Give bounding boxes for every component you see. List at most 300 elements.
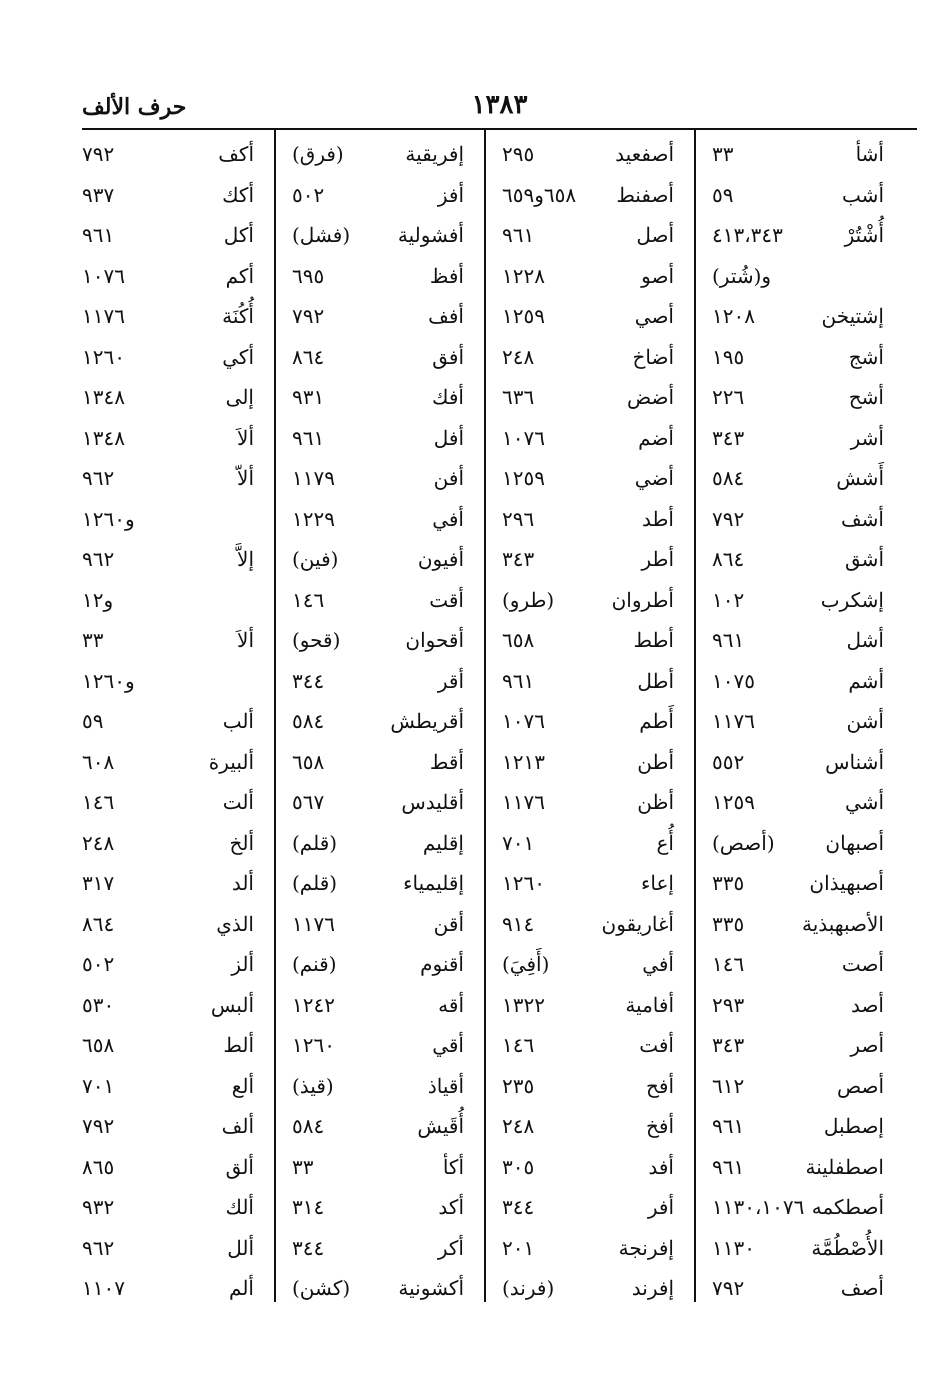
entry-word: أفر	[647, 1195, 674, 1219]
entry-page-ref: ٥٩	[712, 182, 734, 207]
index-entry	[292, 503, 464, 544]
index-entry	[292, 300, 464, 341]
index-entry	[502, 867, 674, 908]
entry-page-ref: ٩٦١	[292, 425, 325, 450]
entry-page-ref: ١١٧٦	[502, 790, 545, 814]
entry-page-ref: (فين)	[292, 547, 339, 571]
entry-page-ref: ٢٠١	[502, 1235, 535, 1260]
index-entry	[292, 138, 464, 179]
index-entry	[502, 260, 674, 301]
index-entry	[292, 1191, 464, 1232]
index-entry	[502, 1232, 674, 1273]
index-entry	[82, 948, 254, 989]
entry-page-ref: (أصص)	[712, 830, 775, 855]
index-entry	[292, 1070, 464, 1111]
entry-page-ref: ٦٥٨	[292, 749, 325, 774]
entry-page-ref: ٧٩٢	[82, 1114, 115, 1138]
entry-page-ref: ٧٩٢	[292, 304, 325, 328]
entry-page-ref: ٢٤٨	[502, 1114, 535, 1138]
entry-page-ref: ٥٦٧	[292, 790, 325, 814]
entry-word: أشن	[846, 709, 884, 733]
entry-page-ref: ٣٠٥	[502, 1154, 535, 1179]
entry-page-ref: ١١٠٧	[82, 1276, 125, 1300]
entry-word: إعاء	[641, 871, 674, 895]
entry-word: ألاّ	[237, 466, 254, 490]
index-entry	[292, 1110, 464, 1151]
entry-page-ref: ٩٣١	[292, 385, 325, 409]
entry-word: أفظ	[429, 263, 464, 288]
entry-page-ref: ١٣٢٢	[502, 992, 545, 1017]
entry-word: أصبهان	[825, 830, 884, 855]
index-entry	[712, 1029, 884, 1070]
index-entry	[292, 989, 464, 1030]
entry-word: ألط	[223, 1033, 254, 1057]
entry-page-ref: ٣١٧	[82, 871, 115, 895]
index-entry	[82, 381, 254, 422]
index-entry	[292, 1151, 464, 1192]
entry-word: ألاَ	[237, 425, 254, 450]
entry-word: أفامية	[625, 992, 674, 1017]
entry-word: أطل	[637, 668, 674, 693]
index-entry	[82, 179, 254, 220]
index-entry	[502, 179, 674, 220]
index-entry	[502, 1191, 674, 1232]
entry-word: أشب	[842, 182, 884, 207]
entry-word: أشم	[848, 668, 884, 693]
entry-word: أكم	[225, 263, 254, 288]
index-entry	[502, 1029, 674, 1070]
entry-word: أصص	[836, 1073, 884, 1098]
entry-page-ref: ٥٩	[82, 709, 104, 733]
entry-word: أكر	[437, 1235, 464, 1260]
entry-word: ألم	[229, 1276, 254, 1300]
entry-page-ref: ٣٤٣	[502, 547, 535, 571]
entry-page-ref: ١٢٠٨	[712, 304, 755, 328]
entry-page-ref: ١٠٢	[712, 587, 745, 612]
entry-page-ref: (فرق)	[292, 142, 344, 166]
entry-word: أكي	[222, 344, 254, 369]
entry-word: أفت	[639, 1033, 674, 1057]
entry-page-ref: ٨٦٤	[292, 344, 325, 369]
section-title: حرف الألف	[82, 94, 187, 120]
entry-page-ref: ١٠٧٦	[502, 425, 545, 450]
index-entry	[292, 381, 464, 422]
index-entry	[712, 1151, 884, 1192]
entry-word: ألاَ	[237, 628, 254, 652]
entry-word: أُع	[656, 830, 674, 855]
index-entry	[502, 827, 674, 868]
index-entry	[712, 746, 884, 787]
index-entry	[82, 260, 254, 301]
entry-page-ref: ٣١٤	[292, 1195, 325, 1219]
index-entry	[502, 908, 674, 949]
entry-word: الأصبهبذية	[801, 911, 884, 936]
entry-word: أفن	[433, 466, 464, 490]
entry-word: أفح	[645, 1073, 674, 1098]
index-entry	[82, 1191, 254, 1232]
entry-page-ref: ٣٤٤	[292, 668, 325, 693]
index-column-4	[82, 138, 254, 1313]
entry-word: أفي	[642, 952, 674, 976]
entry-page-ref: ٩٦١	[502, 668, 535, 693]
entry-word: أشأ	[855, 142, 884, 166]
entry-word: ألع	[231, 1073, 254, 1098]
index-entry	[502, 948, 674, 989]
entry-word: أفل	[433, 425, 464, 450]
entry-word: أقريطش	[390, 709, 464, 733]
entry-word: إصطبل	[823, 1114, 884, 1138]
index-entry	[502, 584, 674, 625]
index-entry	[292, 1029, 464, 1070]
entry-word: أقحوان	[405, 628, 464, 652]
entry-word: إشكرب	[820, 587, 884, 612]
entry-page-ref: ٩٦١	[82, 223, 115, 247]
entry-word: أصر	[850, 1033, 884, 1057]
index-entry	[292, 219, 464, 260]
index-entry	[712, 1272, 884, 1313]
index-entry	[712, 665, 884, 706]
index-entry	[82, 1110, 254, 1151]
index-entry	[292, 260, 464, 301]
entry-page-ref: ١١٧٦	[292, 911, 335, 936]
index-entry	[502, 624, 674, 665]
index-entry	[712, 624, 884, 665]
header-rule	[82, 128, 917, 130]
entry-word: أشل	[846, 628, 884, 652]
index-entry	[712, 908, 884, 949]
entry-word: أكأ	[442, 1154, 464, 1179]
index-entry	[502, 665, 674, 706]
entry-page-ref: ٦٥٨	[502, 628, 535, 652]
entry-word: أغاريقون	[601, 911, 674, 936]
entry-page-ref: ٩٦١	[712, 1114, 745, 1138]
entry-word: أصفنط	[616, 182, 674, 207]
index-entry	[502, 422, 674, 463]
entry-word: إلى	[225, 385, 254, 409]
entry-word: أقط	[429, 749, 464, 774]
entry-word: أكك	[222, 182, 254, 207]
entry-word: أصو	[641, 263, 674, 288]
index-entry	[82, 624, 254, 665]
entry-word: أشف	[840, 506, 884, 531]
index-entry	[502, 1110, 674, 1151]
entry-page-ref: ٢٤٨	[82, 830, 115, 855]
index-entry	[292, 179, 464, 220]
entry-word: إفريقية	[405, 142, 464, 166]
entry-page-ref: ٣٤٤	[292, 1235, 325, 1260]
entry-word: أظن	[637, 790, 674, 814]
entry-page-ref: ٤١٣،٣٤٣	[712, 223, 783, 247]
entry-page-ref: ١٢٢٨	[502, 263, 545, 288]
entry-page-ref: (قنم)	[292, 952, 337, 976]
page-number: ١٣٨٣	[471, 90, 528, 120]
index-entry	[712, 503, 884, 544]
index-entry	[502, 705, 674, 746]
entry-page-ref: (طرو)	[502, 587, 555, 612]
entry-page-ref: ١٤٦	[82, 790, 115, 814]
entry-page-ref: ٢٤٨	[502, 344, 535, 369]
index-entry	[82, 665, 254, 706]
entry-word: أُشْتُرْ	[844, 223, 884, 247]
index-entry	[82, 867, 254, 908]
index-entry	[712, 1232, 884, 1273]
entry-page-ref: ٨٦٥	[82, 1154, 115, 1179]
index-entry	[82, 1272, 254, 1313]
entry-word: أشح	[848, 385, 884, 409]
entry-word: أشر	[850, 425, 884, 450]
index-entry	[502, 543, 674, 584]
entry-page-ref: ٣٣	[712, 142, 734, 166]
entry-page-ref: و١٢٦٠	[82, 506, 135, 531]
entry-word: أقه	[438, 992, 464, 1017]
index-entry	[292, 786, 464, 827]
index-column-2	[502, 138, 674, 1313]
entry-page-ref: (كشن)	[292, 1276, 351, 1300]
index-entry	[712, 1110, 884, 1151]
index-entry	[82, 503, 254, 544]
entry-page-ref: ٢٢٦	[712, 385, 745, 409]
entry-word: أطط	[633, 628, 674, 652]
index-entry	[292, 422, 464, 463]
entry-page-ref: و(شُتر)	[712, 263, 772, 288]
entry-word: إلاَّ	[237, 547, 254, 571]
entry-page-ref: ٩٦١	[712, 1154, 745, 1179]
index-entry	[292, 1232, 464, 1273]
entry-word: أشق	[845, 547, 884, 571]
entry-page-ref: ٢٩٥	[502, 142, 535, 166]
index-entry	[82, 138, 254, 179]
entry-page-ref: ١١٣٠،١٠٧٦	[712, 1195, 805, 1219]
entry-page-ref: ٩٦١	[502, 223, 535, 247]
entry-page-ref: ١٢٦٠	[502, 871, 545, 895]
entry-page-ref: ٣٣	[82, 628, 104, 652]
entry-word: أفق	[432, 344, 464, 369]
index-entry	[712, 1070, 884, 1111]
entry-word: ألك	[225, 1195, 254, 1219]
index-entry	[82, 422, 254, 463]
entry-word: ألد	[231, 871, 254, 895]
index-entry	[712, 341, 884, 382]
index-entry	[82, 705, 254, 746]
entry-page-ref: ٣٣٥	[712, 911, 745, 936]
index-entry	[502, 1070, 674, 1111]
entry-word: إقليم	[422, 830, 464, 855]
entry-page-ref: ٩٦١	[712, 628, 745, 652]
entry-page-ref: ٥٣٠	[82, 992, 115, 1017]
index-entry	[292, 341, 464, 382]
entry-page-ref: (قحو)	[292, 628, 341, 652]
index-entry	[292, 827, 464, 868]
entry-page-ref: ٩٣٢	[82, 1195, 115, 1219]
entry-word: أصت	[841, 952, 884, 976]
index-entry	[292, 584, 464, 625]
entry-word: أكشونية	[398, 1276, 464, 1300]
index-entry	[82, 1232, 254, 1273]
entry-page-ref: ٥٨٤	[292, 1114, 325, 1138]
column-divider	[484, 130, 486, 1302]
entry-page-ref: ٧٠١	[82, 1073, 115, 1098]
index-entry	[292, 867, 464, 908]
index-entry	[712, 219, 884, 260]
entry-word: أقنوم	[420, 952, 464, 976]
entry-page-ref: ١٤٦	[502, 1033, 535, 1057]
entry-page-ref: (قلم)	[292, 871, 338, 895]
index-entry	[82, 786, 254, 827]
entry-page-ref: ١٠٧٦	[502, 709, 545, 733]
index-entry	[502, 1151, 674, 1192]
entry-word: أطد	[642, 506, 674, 531]
entry-word: أفد	[648, 1154, 674, 1179]
index-entry	[292, 746, 464, 787]
entry-page-ref: ٦٣٦	[502, 385, 535, 409]
entry-word: أُكُنَة	[222, 304, 254, 328]
entry-word: ألت	[222, 790, 254, 814]
entry-page-ref: و١٢٦٠	[82, 668, 135, 693]
entry-page-ref: ٣٤٤	[502, 1195, 535, 1219]
index-entry	[502, 341, 674, 382]
entry-word: أضم	[638, 425, 674, 450]
entry-page-ref: (فرند)	[502, 1276, 555, 1300]
entry-word: أكف	[218, 142, 254, 166]
index-entry	[82, 584, 254, 625]
entry-page-ref: ٣٤٣	[712, 425, 745, 450]
entry-word: ألبس	[210, 992, 254, 1017]
entry-word: أفشولية	[397, 223, 464, 247]
index-entry	[712, 786, 884, 827]
entry-word: ألز	[231, 952, 254, 976]
index-entry	[292, 624, 464, 665]
entry-page-ref: ١٢٢٩	[292, 506, 335, 531]
entry-word: أفيون	[417, 547, 464, 571]
index-entry	[502, 786, 674, 827]
index-entry	[502, 989, 674, 1030]
entry-word: أكل	[223, 223, 254, 247]
entry-word: ألل	[227, 1235, 254, 1260]
index-entry	[502, 462, 674, 503]
index-entry	[712, 584, 884, 625]
index-entry	[82, 908, 254, 949]
entry-page-ref: ٧٩٢	[82, 142, 115, 166]
entry-page-ref: و١٢	[82, 587, 114, 612]
index-entry	[82, 1029, 254, 1070]
entry-page-ref: ٦٥٨و٦٥٩	[502, 182, 577, 207]
entry-page-ref: ١١٧٩	[292, 466, 335, 490]
index-entry	[292, 462, 464, 503]
entry-word: أطروان	[611, 587, 674, 612]
index-entry	[712, 381, 884, 422]
index-entry	[712, 300, 884, 341]
column-divider	[694, 130, 696, 1302]
entry-page-ref: ٩٦٢	[82, 1235, 115, 1260]
entry-page-ref: ١٢٦٠	[292, 1033, 335, 1057]
index-entry	[292, 1272, 464, 1313]
entry-page-ref: ٦٩٥	[292, 263, 325, 288]
index-entry	[292, 948, 464, 989]
entry-word: أصفعيد	[615, 142, 674, 166]
index-entry	[82, 462, 254, 503]
entry-word: أقياذ	[427, 1073, 464, 1098]
entry-page-ref: ٨٦٤	[712, 547, 745, 571]
entry-word: أضاخ	[632, 344, 674, 369]
index-entry	[502, 138, 674, 179]
entry-word: أقر	[437, 668, 464, 693]
entry-word: أضض	[626, 385, 674, 409]
entry-word: الذي	[216, 911, 254, 936]
index-entry	[502, 746, 674, 787]
index-entry	[82, 827, 254, 868]
entry-page-ref: ١٣٤٨	[82, 425, 125, 450]
entry-page-ref: ٥٥٢	[712, 749, 745, 774]
entry-word: أُقَيش	[417, 1114, 464, 1138]
entry-page-ref: ٦١٢	[712, 1073, 745, 1098]
entry-page-ref: ١٣٤٨	[82, 385, 125, 409]
entry-word: أفي	[432, 506, 464, 531]
entry-word: أضي	[634, 466, 674, 490]
entry-page-ref: ٣٤٣	[712, 1033, 745, 1057]
index-entry	[82, 543, 254, 584]
entry-word: ألب	[222, 709, 254, 733]
index-entry	[292, 908, 464, 949]
entry-page-ref: ٢٣٥	[502, 1073, 535, 1098]
index-entry	[712, 462, 884, 503]
entry-page-ref: ٢٩٣	[712, 992, 745, 1017]
entry-word: أشي	[845, 790, 884, 814]
entry-page-ref: ٦٠٨	[82, 749, 115, 774]
index-entry	[502, 300, 674, 341]
entry-page-ref: ٩٣٧	[82, 182, 115, 207]
entry-page-ref: ٥٠٢	[82, 952, 115, 976]
index-entry	[502, 503, 674, 544]
entry-page-ref: ١٠٧٦	[82, 263, 125, 288]
entry-page-ref: (قيذ)	[292, 1073, 334, 1098]
index-entry	[712, 543, 884, 584]
entry-page-ref: (قلم)	[292, 830, 338, 855]
index-entry	[712, 422, 884, 463]
entry-word: أَطم	[639, 709, 674, 733]
entry-word: أصي	[634, 304, 674, 328]
entry-page-ref: ١١٣٠	[712, 1235, 755, 1260]
entry-page-ref: (أَفِيَ)	[502, 952, 550, 976]
index-column-1	[712, 138, 884, 1313]
entry-page-ref: ١٤٦	[712, 952, 745, 976]
entry-page-ref: ٧٠١	[502, 830, 535, 855]
entry-page-ref: ٧٩٢	[712, 506, 745, 531]
entry-word: أقليدس	[401, 790, 464, 814]
entry-page-ref: ٣٣	[292, 1154, 314, 1179]
index-entry	[712, 948, 884, 989]
entry-word: أفك	[432, 385, 464, 409]
entry-page-ref: (فشل)	[292, 223, 351, 247]
index-entry	[82, 1070, 254, 1111]
entry-word: أقي	[432, 1033, 464, 1057]
entry-word: أكد	[438, 1195, 464, 1219]
entry-page-ref: ٣٣٥	[712, 871, 745, 895]
entry-page-ref: ١٢١٣	[502, 749, 545, 774]
entry-word: الأُصْطُمَّة	[811, 1235, 884, 1260]
entry-word: ألبيرة	[208, 749, 254, 774]
entry-page-ref: ١١٧٦	[712, 709, 755, 733]
index-entry	[502, 219, 674, 260]
entry-page-ref: ٩٦٢	[82, 466, 115, 490]
index-entry	[712, 827, 884, 868]
entry-page-ref: ١٢٥٩	[502, 304, 545, 328]
entry-page-ref: ٦٥٨	[82, 1033, 115, 1057]
entry-page-ref: ٥٨٤	[292, 709, 325, 733]
entry-page-ref: ١٢٥٩	[502, 466, 545, 490]
entry-page-ref: ١٩٥	[712, 344, 745, 369]
entry-page-ref: ١٢٥٩	[712, 790, 755, 814]
entry-page-ref: ١٢٤٢	[292, 992, 335, 1017]
